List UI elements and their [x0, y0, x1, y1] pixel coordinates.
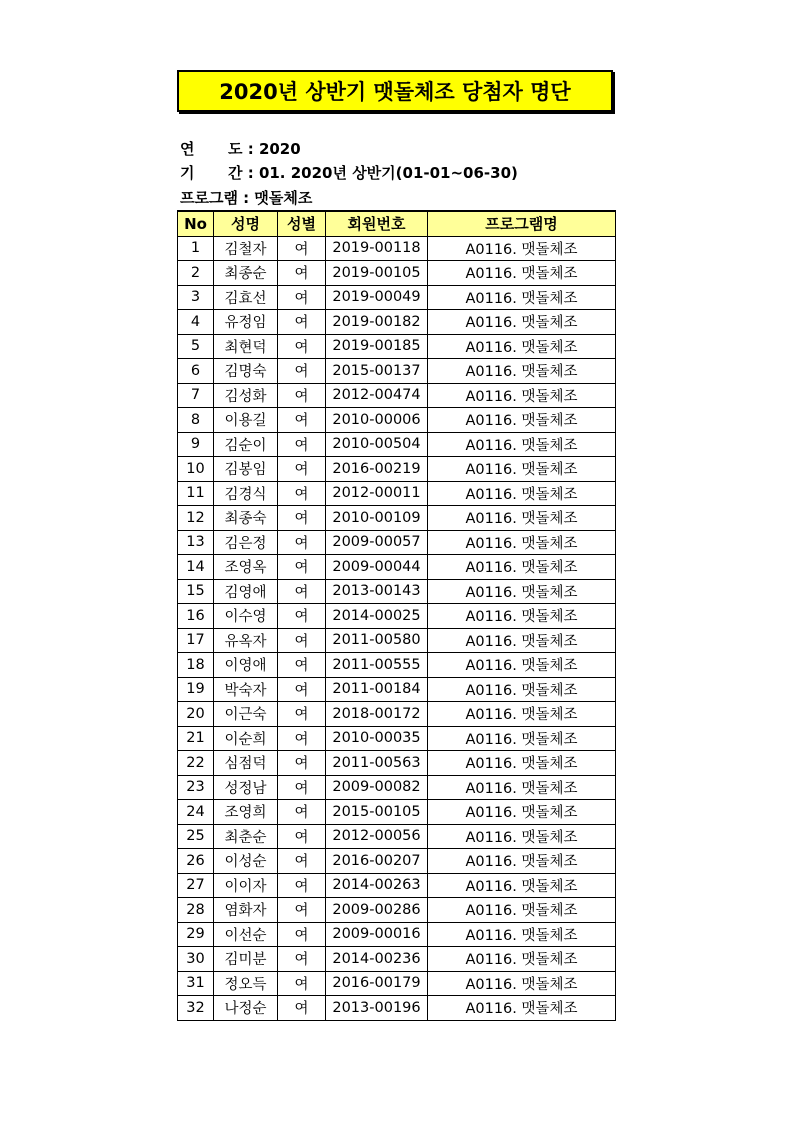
cell-gender: 여 — [278, 457, 326, 482]
table-row — [178, 383, 616, 408]
cell-program-name: A0116. 맷돌체조 — [428, 359, 616, 384]
cell-name: 유정임 — [214, 310, 278, 335]
cell-member-number: 2012-00056 — [326, 824, 428, 849]
cell-name: 이선순 — [214, 922, 278, 947]
cell-name: 정오득 — [214, 971, 278, 996]
period-label-a: 기 — [180, 164, 195, 182]
cell-member-number: 2015-00105 — [326, 800, 428, 825]
table-row — [178, 996, 616, 1021]
cell-member-number: 2012-00011 — [326, 481, 428, 506]
cell-gender: 여 — [278, 555, 326, 580]
cell-name: 김철자 — [214, 236, 278, 261]
table-row — [178, 408, 616, 433]
cell-gender: 여 — [278, 285, 326, 310]
table-row — [178, 824, 616, 849]
cell-gender: 여 — [278, 628, 326, 653]
cell-no: 25 — [178, 824, 214, 849]
cell-name: 최종순 — [214, 261, 278, 286]
table-header-row — [178, 211, 616, 236]
cell-name: 이순희 — [214, 726, 278, 751]
cell-gender: 여 — [278, 775, 326, 800]
cell-member-number: 2011-00580 — [326, 628, 428, 653]
cell-program-name: A0116. 맷돌체조 — [428, 236, 616, 261]
cell-name: 나정순 — [214, 996, 278, 1021]
cell-gender: 여 — [278, 579, 326, 604]
cell-gender: 여 — [278, 726, 326, 751]
cell-name: 김순이 — [214, 432, 278, 457]
table-row — [178, 555, 616, 580]
cell-name: 성정남 — [214, 775, 278, 800]
table-row — [178, 285, 616, 310]
cell-name: 김영애 — [214, 579, 278, 604]
cell-gender: 여 — [278, 677, 326, 702]
cell-program-name: A0116. 맷돌체조 — [428, 702, 616, 727]
cell-program-name: A0116. 맷돌체조 — [428, 310, 616, 335]
table-row — [178, 236, 616, 261]
cell-member-number: 2019-00185 — [326, 334, 428, 359]
cell-program-name: A0116. 맷돌체조 — [428, 604, 616, 629]
cell-member-number: 2014-00263 — [326, 873, 428, 898]
cell-gender: 여 — [278, 530, 326, 555]
program-label: 프로그램 : — [180, 189, 255, 207]
period-line — [180, 164, 518, 182]
cell-program-name: A0116. 맷돌체조 — [428, 947, 616, 972]
table-row — [178, 506, 616, 531]
cell-no: 19 — [178, 677, 214, 702]
cell-name: 이수영 — [214, 604, 278, 629]
cell-no: 12 — [178, 506, 214, 531]
table-row — [178, 775, 616, 800]
cell-no: 13 — [178, 530, 214, 555]
table-row — [178, 849, 616, 874]
cell-program-name: A0116. 맷돌체조 — [428, 726, 616, 751]
cell-gender: 여 — [278, 236, 326, 261]
cell-no: 15 — [178, 579, 214, 604]
cell-program-name: A0116. 맷돌체조 — [428, 996, 616, 1021]
cell-no: 26 — [178, 849, 214, 874]
cell-program-name: A0116. 맷돌체조 — [428, 922, 616, 947]
year-value: 2020 — [258, 140, 301, 158]
cell-gender: 여 — [278, 481, 326, 506]
cell-no: 17 — [178, 628, 214, 653]
cell-no: 20 — [178, 702, 214, 727]
cell-member-number: 2018-00172 — [326, 702, 428, 727]
cell-program-name: A0116. 맷돌체조 — [428, 432, 616, 457]
cell-name: 김경식 — [214, 481, 278, 506]
year-label-a: 연 — [180, 140, 195, 158]
cell-program-name: A0116. 맷돌체조 — [428, 653, 616, 678]
period-label-b: 간 : — [228, 164, 259, 182]
cell-member-number: 2019-00118 — [326, 236, 428, 261]
cell-program-name: A0116. 맷돌체조 — [428, 873, 616, 898]
cell-name: 김미분 — [214, 947, 278, 972]
table-row — [178, 751, 616, 776]
cell-program-name: A0116. 맷돌체조 — [428, 800, 616, 825]
cell-member-number: 2014-00025 — [326, 604, 428, 629]
cell-program-name: A0116. 맷돌체조 — [428, 285, 616, 310]
cell-member-number: 2016-00219 — [326, 457, 428, 482]
cell-name: 이용길 — [214, 408, 278, 433]
cell-program-name: A0116. 맷돌체조 — [428, 555, 616, 580]
cell-member-number: 2010-00006 — [326, 408, 428, 433]
cell-program-name: A0116. 맷돌체조 — [428, 849, 616, 874]
cell-gender: 여 — [278, 432, 326, 457]
table-row — [178, 922, 616, 947]
table-row — [178, 726, 616, 751]
cell-member-number: 2013-00196 — [326, 996, 428, 1021]
winners-table — [177, 210, 616, 1021]
cell-no: 11 — [178, 481, 214, 506]
cell-member-number: 2011-00563 — [326, 751, 428, 776]
cell-gender: 여 — [278, 408, 326, 433]
cell-no: 6 — [178, 359, 214, 384]
cell-name: 이영애 — [214, 653, 278, 678]
cell-name: 조영희 — [214, 800, 278, 825]
cell-member-number: 2009-00044 — [326, 555, 428, 580]
header-name: 성명 — [214, 211, 278, 236]
cell-program-name: A0116. 맷돌체조 — [428, 408, 616, 433]
cell-no: 10 — [178, 457, 214, 482]
cell-name: 김성화 — [214, 383, 278, 408]
table-row — [178, 800, 616, 825]
cell-member-number: 2010-00504 — [326, 432, 428, 457]
cell-gender: 여 — [278, 506, 326, 531]
cell-member-number: 2019-00105 — [326, 261, 428, 286]
page-title: 2020년 상반기 맷돌체조 당첨자 명단 — [177, 70, 613, 112]
table-row — [178, 971, 616, 996]
table-row — [178, 481, 616, 506]
table-row — [178, 702, 616, 727]
cell-no: 28 — [178, 898, 214, 923]
cell-gender: 여 — [278, 751, 326, 776]
cell-gender: 여 — [278, 359, 326, 384]
cell-program-name: A0116. 맷돌체조 — [428, 677, 616, 702]
cell-member-number: 2009-00016 — [326, 922, 428, 947]
table-row — [178, 604, 616, 629]
cell-program-name: A0116. 맷돌체조 — [428, 824, 616, 849]
table-row — [178, 579, 616, 604]
cell-member-number: 2012-00474 — [326, 383, 428, 408]
table-row — [178, 359, 616, 384]
table-row — [178, 947, 616, 972]
cell-program-name: A0116. 맷돌체조 — [428, 579, 616, 604]
cell-no: 18 — [178, 653, 214, 678]
cell-gender: 여 — [278, 996, 326, 1021]
cell-gender: 여 — [278, 653, 326, 678]
cell-no: 23 — [178, 775, 214, 800]
cell-no: 16 — [178, 604, 214, 629]
cell-name: 김효선 — [214, 285, 278, 310]
cell-member-number: 2009-00082 — [326, 775, 428, 800]
cell-member-number: 2009-00057 — [326, 530, 428, 555]
table-row — [178, 530, 616, 555]
cell-member-number: 2013-00143 — [326, 579, 428, 604]
cell-program-name: A0116. 맷돌체조 — [428, 898, 616, 923]
cell-gender: 여 — [278, 849, 326, 874]
cell-program-name: A0116. 맷돌체조 — [428, 481, 616, 506]
cell-program-name: A0116. 맷돌체조 — [428, 334, 616, 359]
cell-program-name: A0116. 맷돌체조 — [428, 530, 616, 555]
cell-member-number: 2016-00207 — [326, 849, 428, 874]
table-row — [178, 628, 616, 653]
program-value: 맷돌체조 — [254, 189, 313, 207]
table-row — [178, 432, 616, 457]
table-row — [178, 677, 616, 702]
cell-member-number: 2015-00137 — [326, 359, 428, 384]
header-program-name: 프로그램명 — [428, 211, 616, 236]
program-line — [180, 189, 312, 207]
cell-gender: 여 — [278, 334, 326, 359]
cell-name: 최춘순 — [214, 824, 278, 849]
cell-member-number: 2019-00049 — [326, 285, 428, 310]
cell-program-name: A0116. 맷돌체조 — [428, 506, 616, 531]
cell-name: 심점덕 — [214, 751, 278, 776]
cell-gender: 여 — [278, 898, 326, 923]
cell-program-name: A0116. 맷돌체조 — [428, 383, 616, 408]
cell-name: 김은정 — [214, 530, 278, 555]
cell-no: 3 — [178, 285, 214, 310]
cell-gender: 여 — [278, 310, 326, 335]
cell-member-number: 2019-00182 — [326, 310, 428, 335]
cell-no: 1 — [178, 236, 214, 261]
cell-no: 22 — [178, 751, 214, 776]
cell-no: 31 — [178, 971, 214, 996]
cell-gender: 여 — [278, 261, 326, 286]
year-label-b: 도 : — [228, 140, 259, 158]
cell-name: 최종숙 — [214, 506, 278, 531]
cell-gender: 여 — [278, 604, 326, 629]
cell-no: 4 — [178, 310, 214, 335]
header-member-number: 회원번호 — [326, 211, 428, 236]
table-row — [178, 873, 616, 898]
table-body — [178, 236, 616, 1020]
cell-no: 8 — [178, 408, 214, 433]
table-row — [178, 310, 616, 335]
cell-name: 김명숙 — [214, 359, 278, 384]
cell-member-number: 2011-00184 — [326, 677, 428, 702]
cell-no: 9 — [178, 432, 214, 457]
cell-program-name: A0116. 맷돌체조 — [428, 261, 616, 286]
cell-name: 김봉임 — [214, 457, 278, 482]
cell-program-name: A0116. 맷돌체조 — [428, 628, 616, 653]
table-row — [178, 457, 616, 482]
cell-no: 14 — [178, 555, 214, 580]
period-value: 01. 2020년 상반기(01-01~06-30) — [258, 164, 518, 182]
cell-member-number: 2010-00035 — [326, 726, 428, 751]
cell-member-number: 2009-00286 — [326, 898, 428, 923]
year-line — [180, 140, 301, 158]
cell-name: 박숙자 — [214, 677, 278, 702]
cell-gender: 여 — [278, 824, 326, 849]
cell-program-name: A0116. 맷돌체조 — [428, 971, 616, 996]
cell-name: 이이자 — [214, 873, 278, 898]
cell-member-number: 2014-00236 — [326, 947, 428, 972]
cell-gender: 여 — [278, 383, 326, 408]
cell-no: 29 — [178, 922, 214, 947]
cell-name: 이근숙 — [214, 702, 278, 727]
cell-program-name: A0116. 맷돌체조 — [428, 751, 616, 776]
cell-member-number: 2010-00109 — [326, 506, 428, 531]
table-row — [178, 334, 616, 359]
cell-gender: 여 — [278, 873, 326, 898]
cell-program-name: A0116. 맷돌체조 — [428, 457, 616, 482]
cell-no: 2 — [178, 261, 214, 286]
cell-member-number: 2016-00179 — [326, 971, 428, 996]
table-row — [178, 261, 616, 286]
cell-gender: 여 — [278, 947, 326, 972]
cell-gender: 여 — [278, 702, 326, 727]
cell-no: 5 — [178, 334, 214, 359]
cell-program-name: A0116. 맷돌체조 — [428, 775, 616, 800]
cell-gender: 여 — [278, 800, 326, 825]
cell-gender: 여 — [278, 971, 326, 996]
table-row — [178, 898, 616, 923]
cell-no: 7 — [178, 383, 214, 408]
cell-name: 조영옥 — [214, 555, 278, 580]
cell-name: 염화자 — [214, 898, 278, 923]
cell-name: 이성순 — [214, 849, 278, 874]
cell-name: 최현덕 — [214, 334, 278, 359]
header-no: No — [178, 211, 214, 236]
cell-gender: 여 — [278, 922, 326, 947]
cell-no: 30 — [178, 947, 214, 972]
header-gender: 성별 — [278, 211, 326, 236]
cell-no: 24 — [178, 800, 214, 825]
cell-name: 유옥자 — [214, 628, 278, 653]
cell-no: 27 — [178, 873, 214, 898]
cell-no: 21 — [178, 726, 214, 751]
cell-member-number: 2011-00555 — [326, 653, 428, 678]
table-row — [178, 653, 616, 678]
cell-no: 32 — [178, 996, 214, 1021]
